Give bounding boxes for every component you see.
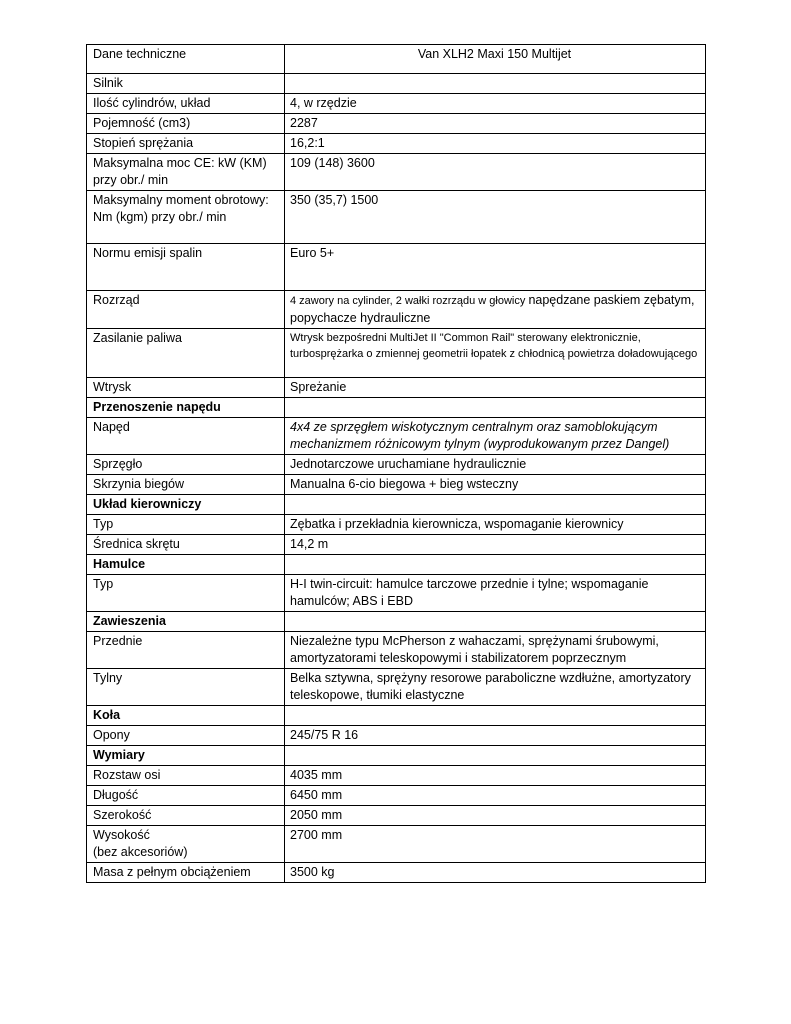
table-row <box>87 455 706 475</box>
table-row <box>87 669 706 706</box>
table-row <box>87 706 706 726</box>
gearbox-value: Manualna 6-cio biegowa + bieg wsteczny <box>285 475 706 495</box>
table-row <box>87 154 706 191</box>
power-label: Maksymalna moc CE: kW (KM) przy obr./ min <box>87 154 285 191</box>
compression-value: 16,2:1 <box>285 134 706 154</box>
table-row <box>87 515 706 535</box>
displacement-label: Pojemność (cm3) <box>87 114 285 134</box>
table-row <box>87 535 706 555</box>
brake-type-label: Typ <box>87 575 285 612</box>
section-engine: Silnik <box>87 74 285 94</box>
rear-suspension-value: Belka sztywna, sprężyny resorowe paraboliczne wzdłużne, amortyzatory teleskopowe, tłumiki elastyczne <box>285 669 706 706</box>
width-label: Szerokość <box>87 806 285 826</box>
table-row <box>87 291 706 329</box>
section-brakes: Hamulce <box>87 555 285 575</box>
spec-table <box>86 44 706 883</box>
wheelbase-label: Rozstaw osi <box>87 766 285 786</box>
table-row <box>87 475 706 495</box>
section-wheels: Koła <box>87 706 285 726</box>
drive-label: Napęd <box>87 418 285 455</box>
table-row <box>87 726 706 746</box>
wheelbase-value: 4035 mm <box>285 766 706 786</box>
cylinders-value: 4, w rzędzie <box>285 94 706 114</box>
timing-value <box>285 291 706 329</box>
table-row <box>87 329 706 378</box>
steering-type-label: Typ <box>87 515 285 535</box>
table-row <box>87 555 706 575</box>
height-value: 2700 mm <box>285 826 706 863</box>
cylinders-label: Ilość cylindrów, układ <box>87 94 285 114</box>
clutch-value: Jednotarczowe uruchamiane hydraulicznie <box>285 455 706 475</box>
table-row <box>87 806 706 826</box>
table-row <box>87 575 706 612</box>
table-row <box>87 191 706 244</box>
table-row <box>87 378 706 398</box>
displacement-value: 2287 <box>285 114 706 134</box>
steering-type-value: Zębatka i przekładnia kierownicza, wspomaganie kierownicy <box>285 515 706 535</box>
torque-label: Maksymalny moment obrotowy: Nm (kgm) przy obr./ min <box>87 191 285 244</box>
compression-label: Stopień sprężania <box>87 134 285 154</box>
tyres-label: Opony <box>87 726 285 746</box>
table-row <box>87 746 706 766</box>
section-drivetrain: Przenoszenie napędu <box>87 398 285 418</box>
table-row <box>87 766 706 786</box>
clutch-label: Sprzęgło <box>87 455 285 475</box>
table-row <box>87 74 706 94</box>
table-row <box>87 45 706 74</box>
table-row <box>87 826 706 863</box>
table-row <box>87 786 706 806</box>
front-suspension-label: Przednie <box>87 632 285 669</box>
front-suspension-value: Niezależne typu McPherson z wahaczami, sprężynami śrubowymi, amortyzatorami teleskopowymi i stabilizatorem poprzecznym <box>285 632 706 669</box>
section-dimensions: Wymiary <box>87 746 285 766</box>
tyres-value: 245/75 R 16 <box>285 726 706 746</box>
gvw-value: 3500 kg <box>285 863 706 883</box>
gvw-label: Masa z pełnym obciążeniem <box>87 863 285 883</box>
table-row <box>87 94 706 114</box>
fuel-value: Wtrysk bezpośredni MultiJet II "Common Rail" sterowany elektronicznie, turbosprężarka o zmiennej geometrii łopatek z chłodnicą powietrza doładowującego <box>285 329 706 378</box>
table-row <box>87 418 706 455</box>
table-row <box>87 863 706 883</box>
drive-value: 4x4 ze sprzęgłem wiskotycznym centralnym oraz samoblokującym mechanizmem różnicowym tylnym (wyprodukowanym przez Dangel) <box>285 418 706 455</box>
height-label-line2: (bez akcesoriów) <box>93 845 188 859</box>
width-value: 2050 mm <box>285 806 706 826</box>
section-suspension: Zawieszenia <box>87 612 285 632</box>
header-label: Dane techniczne <box>87 45 285 74</box>
brake-type-value: H-I twin-circuit: hamulce tarczowe przednie i tylne; wspomaganie hamulców; ABS i EBD <box>285 575 706 612</box>
emission-label: Normu emisji spalin <box>87 244 285 291</box>
table-row <box>87 398 706 418</box>
injection-label: Wtrysk <box>87 378 285 398</box>
injection-value: Spreżanie <box>285 378 706 398</box>
turning-value: 14,2 m <box>285 535 706 555</box>
height-label-line1: Wysokość <box>93 828 150 842</box>
power-value: 109 (148) 3600 <box>285 154 706 191</box>
fuel-label: Zasilanie paliwa <box>87 329 285 378</box>
table-row <box>87 632 706 669</box>
length-label: Długość <box>87 786 285 806</box>
table-row <box>87 114 706 134</box>
table-row <box>87 495 706 515</box>
emission-value: Euro 5+ <box>285 244 706 291</box>
gearbox-label: Skrzynia biegów <box>87 475 285 495</box>
timing-value-part1: 4 zawory na cylinder, 2 wałki rozrządu w głowicy <box>290 295 529 307</box>
table-row <box>87 612 706 632</box>
torque-value: 350 (35,7) 1500 <box>285 191 706 244</box>
table-row <box>87 244 706 291</box>
height-label <box>87 826 285 863</box>
timing-label: Rozrząd <box>87 291 285 329</box>
timing-value-part2: napędzane paskiem zębatym, popychacze hydrauliczne <box>290 293 695 325</box>
model-name: Van XLH2 Maxi 150 Multijet <box>285 45 706 74</box>
turning-label: Średnica skrętu <box>87 535 285 555</box>
length-value: 6450 mm <box>285 786 706 806</box>
section-steering: Układ kierowniczy <box>87 495 285 515</box>
rear-suspension-label: Tylny <box>87 669 285 706</box>
table-row <box>87 134 706 154</box>
